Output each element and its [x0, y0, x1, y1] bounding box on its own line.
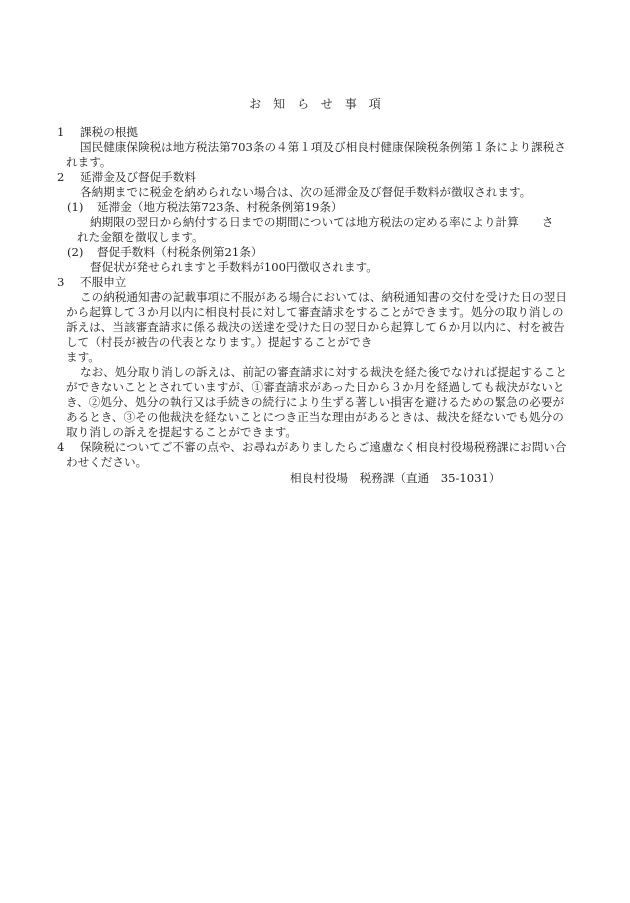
section-1-body-line: 国民健康保険税は地方税法第703条の４第１項及び相良村健康保険税条例第１条により課税さ [80, 140, 566, 154]
subsection-2-heading: 督促手数料（村税条例第21条） [97, 245, 263, 259]
section-3-body-line: ます。 [66, 350, 100, 364]
section-1-body-line: れます。 [66, 155, 112, 169]
section-3-body-line: なお、処分取り消しの訴えは、前記の審査請求に対する裁決を経た後でなければ提起すること [80, 365, 567, 379]
section-3-body-line: この納税通知書の記載事項に不服がある場合においては、納税通知書の交付を受けた日の翌日 [80, 290, 567, 304]
section-4-body-line: わせください。 [66, 455, 148, 469]
section-4-number: 4 [57, 440, 65, 454]
subsection-2-body-line: 督促状が発せられますと手数料が100円徴収されます。 [90, 260, 378, 274]
section-2-number: 2 [57, 170, 65, 184]
section-3-body-line: 取り消しの訴えを提起することができます。 [66, 425, 297, 439]
section-3-heading: 不服申立 [80, 275, 127, 289]
section-3-body-line: 訴えは、当該審査請求に係る裁決の送達を受けた日の翌日から起算して６か月以内に、村を被告 [66, 320, 565, 334]
section-3-body-line: して（村長が被告の代表となります。）提起することができ [66, 335, 373, 349]
section-3-body-line: から起算して３か月以内に相良村長に対して審査請求をすることができます。処分の取り消しの [66, 305, 564, 319]
page-title: お知らせ事項 [249, 97, 393, 111]
section-3-body-line: あるとき、③その他裁決を経ないことにつき正当な理由があるときは、裁決を経ないでも処分の [66, 410, 564, 424]
section-2-heading: 延滞金及び督促手数料 [80, 170, 196, 184]
section-1-number: 1 [57, 125, 65, 139]
subsection-1-number: (1) [67, 200, 84, 214]
contact-info: 相良村役場 税務課（直通 35-1031） [290, 471, 501, 485]
section-3-number: 3 [57, 275, 65, 289]
section-3-body-line: ができないこととされていますが、①審査請求があった日から３か月を経過しても裁決がないと [66, 380, 565, 394]
subsection-1-heading: 延滞金（地方税法第723条、村税条例第19条） [97, 200, 343, 214]
section-4-body-line: 保険税についてご不審の点や、お尋ねがありましたらご遠慮なく相良村役場税務課にお問い合 [80, 440, 567, 454]
section-3-body-line: き、②処分、処分の執行又は手続きの続行により生ずる著しい損害を避けるための緊急の必要が [66, 395, 565, 409]
subsection-1-body-line: 納期限の翌日から納付する日までの期間については地方税法の定める率により計算 さ [90, 215, 554, 229]
section-1-heading: 課税の根拠 [80, 125, 138, 139]
subsection-2-number: (2) [67, 245, 84, 259]
section-2-body-line: 各納期までに税金を納められない場合は、次の延滞金及び督促手数料が徴収されます。 [80, 185, 532, 199]
subsection-1-body-line: れた金額を徴収します。 [77, 230, 204, 244]
